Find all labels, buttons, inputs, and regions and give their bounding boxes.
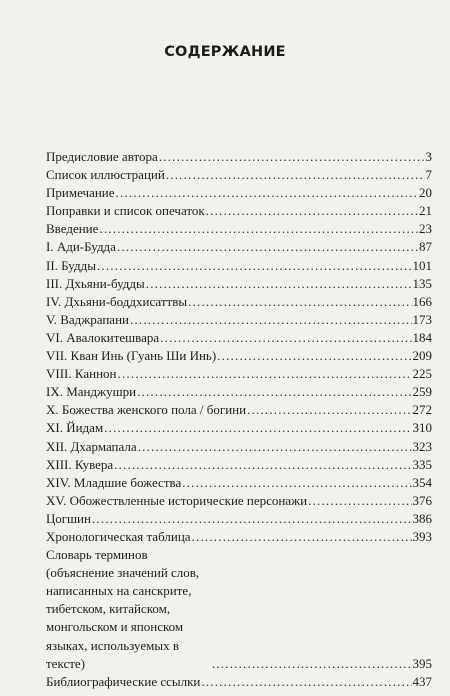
toc-entry-page: 21 <box>419 203 432 219</box>
toc-entry-page: 395 <box>412 655 432 671</box>
toc-entry-label: XII. Дхармапала <box>46 438 137 454</box>
toc-entry-label: IX. Манджушри <box>46 384 137 400</box>
dot-leader <box>182 474 411 492</box>
toc-entry-label: Библиографические ссылки <box>46 673 201 689</box>
toc-entry[interactable] <box>46 474 432 492</box>
toc-entry-label: XIII. Кувера <box>46 456 114 472</box>
toc-entry-label: XV. Обожествленные исторические персонажи <box>46 492 308 508</box>
toc-entry-page: 101 <box>412 257 432 273</box>
toc-entry-label: Поправки и список опечаток <box>46 203 205 219</box>
table-of-contents <box>46 148 432 691</box>
toc-entry[interactable] <box>46 184 432 202</box>
dot-leader <box>130 311 412 329</box>
dot-leader <box>206 202 418 220</box>
toc-entry-label: Введение <box>46 221 99 237</box>
toc-entry-page: 20 <box>419 185 432 201</box>
page-title: СОДЕРЖАНИЕ <box>164 44 286 60</box>
toc-entry[interactable] <box>46 202 432 220</box>
toc-entry-page: 23 <box>419 221 432 237</box>
toc-entry[interactable] <box>46 456 432 474</box>
toc-entry-label: II. Будды <box>46 257 96 273</box>
toc-entry-label: Примечание <box>46 185 115 201</box>
toc-entry-page: 225 <box>412 366 432 382</box>
toc-entry-page: 272 <box>412 402 432 418</box>
toc-entry-label: XI. Йидам <box>46 420 104 436</box>
dot-leader <box>192 528 412 546</box>
toc-entry-label: Список иллюстраций <box>46 167 165 183</box>
dot-leader <box>92 510 412 528</box>
toc-entry[interactable] <box>46 510 432 528</box>
toc-entry[interactable] <box>46 419 432 437</box>
toc-entry-page: 393 <box>412 528 432 544</box>
toc-entry-label: VII. Кван Инь (Гуань Ши Инь) <box>46 348 217 364</box>
dot-leader <box>137 383 411 401</box>
toc-entry-page: 335 <box>412 456 432 472</box>
toc-entry-page: 437 <box>412 673 432 689</box>
toc-entry[interactable] <box>46 673 432 691</box>
toc-entry-label: X. Божества женского пола / богини <box>46 402 247 418</box>
toc-entry-page: 209 <box>412 348 432 364</box>
toc-entry-label: Цогшин <box>46 510 91 526</box>
toc-entry-page: 376 <box>412 492 432 508</box>
toc-entry-label: Хронологическая таблица <box>46 528 191 544</box>
dot-leader <box>201 673 411 691</box>
toc-entry[interactable] <box>46 166 432 184</box>
dot-leader <box>146 275 412 293</box>
dot-leader <box>97 257 412 275</box>
toc-entry-page: 135 <box>412 275 432 291</box>
toc-entry-label: V. Ваджрапани <box>46 311 129 327</box>
toc-entry-label: VI. Авалокитешвара <box>46 329 160 345</box>
toc-entry[interactable] <box>46 492 432 510</box>
toc-entry-label: I. Ади-Будда <box>46 239 116 255</box>
toc-entry-label: VIII. Каннон <box>46 366 117 382</box>
dot-leader <box>166 166 425 184</box>
toc-entry-page: 386 <box>412 510 432 526</box>
toc-entry-label: Предисловие автора <box>46 149 158 164</box>
dot-leader <box>114 456 411 474</box>
toc-entry[interactable] <box>46 401 432 419</box>
toc-entry-page: 87 <box>419 239 432 255</box>
toc-entry-page: 184 <box>412 329 432 345</box>
toc-entry-label: III. Дхьяни-будды <box>46 275 145 291</box>
toc-entry[interactable] <box>46 383 432 401</box>
toc-entry[interactable] <box>46 293 432 311</box>
dot-leader <box>118 365 412 383</box>
dot-leader <box>99 220 418 238</box>
toc-entry[interactable] <box>46 329 432 347</box>
toc-entry-page: 259 <box>412 384 432 400</box>
toc-entry-page: 354 <box>412 474 432 490</box>
toc-entry-label: IV. Дхьяни-боддхисаттвы <box>46 293 188 309</box>
dot-leader <box>160 329 411 347</box>
dot-leader <box>117 238 418 256</box>
toc-entry[interactable] <box>46 275 432 293</box>
dot-leader <box>104 419 411 437</box>
toc-entry[interactable] <box>46 347 432 365</box>
toc-entry[interactable] <box>46 546 432 673</box>
toc-entry-page: 166 <box>412 293 432 309</box>
toc-entry[interactable] <box>46 365 432 383</box>
toc-entry[interactable] <box>46 148 432 166</box>
toc-entry[interactable] <box>46 528 432 546</box>
toc-entry[interactable] <box>46 311 432 329</box>
toc-entry-page: 7 <box>425 167 432 183</box>
dot-leader <box>217 347 411 365</box>
toc-entry-label: XIV. Младшие божества <box>46 474 182 490</box>
toc-entry[interactable] <box>46 438 432 456</box>
toc-entry-page: 323 <box>412 438 432 454</box>
dot-leader <box>247 401 411 419</box>
dot-leader <box>138 438 412 456</box>
toc-entry-page: 3 <box>425 149 432 164</box>
dot-leader <box>188 293 411 311</box>
toc-entry[interactable] <box>46 220 432 238</box>
toc-entry-page: 173 <box>412 311 432 327</box>
toc-entry-page: 310 <box>412 420 432 436</box>
toc-entry[interactable] <box>46 257 432 275</box>
dot-leader <box>159 148 425 166</box>
toc-entry[interactable] <box>46 238 432 256</box>
dot-leader <box>116 184 418 202</box>
toc-entry-label: Словарь терминов (объяснение значений слов, написанных на санскрите, тибетском, китайском, монгольском и японском языках, используемых в тексте) <box>46 547 200 671</box>
dot-leader <box>308 492 411 510</box>
dot-leader <box>212 655 412 673</box>
